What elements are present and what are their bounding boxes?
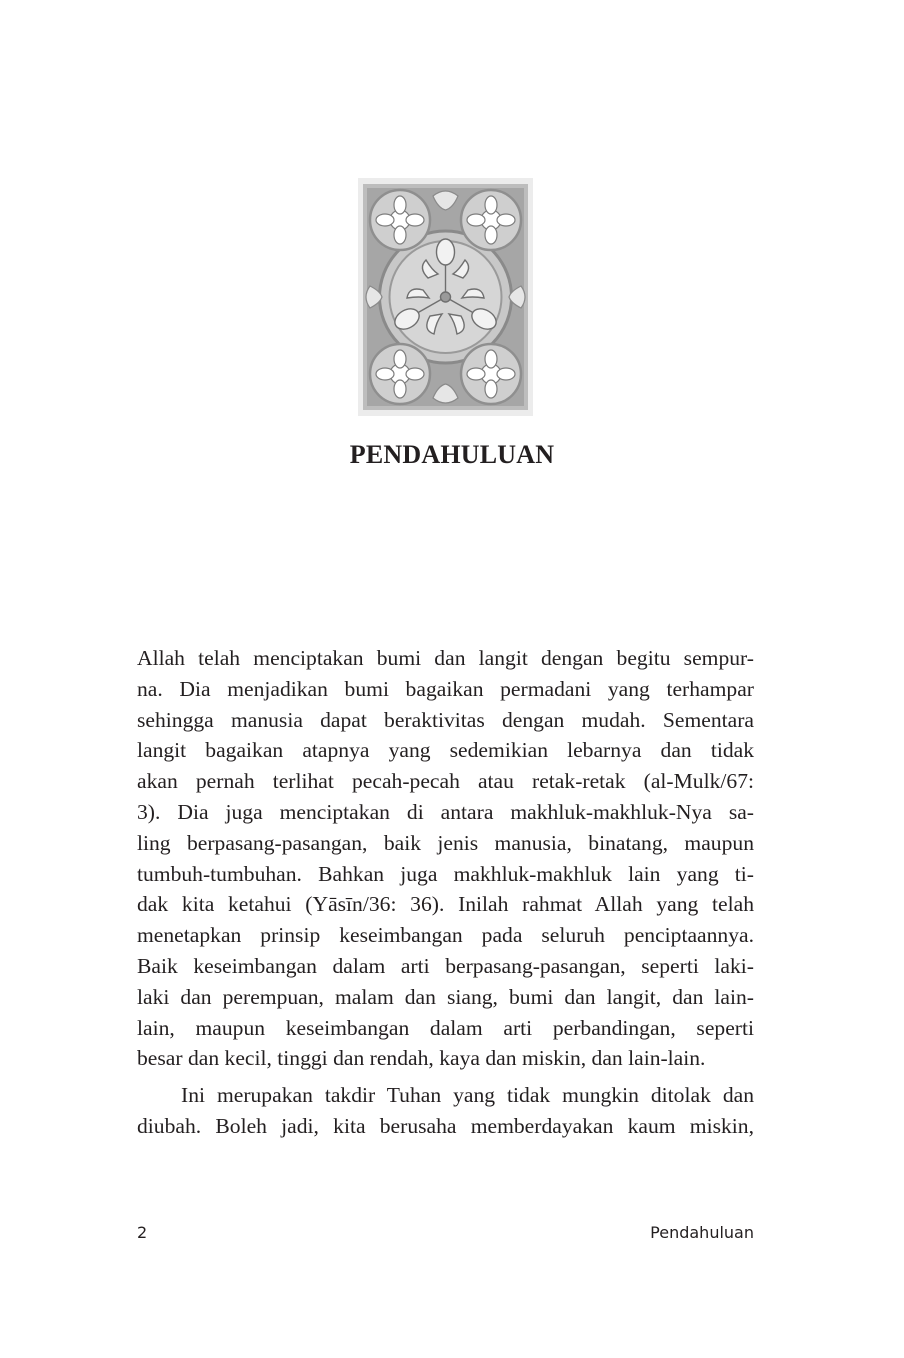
text-line: Ini merupakan takdir Tuhan yang tidak mungkin ditolak dan bbox=[181, 1083, 754, 1108]
chapter-title: PENDAHULUAN bbox=[349, 440, 555, 469]
text-line: sehingga manusia dapat beraktivitas dengan mudah. Sementara bbox=[137, 707, 754, 732]
text-line: menetapkan prinsip keseimbangan pada seluruh penciptaannya. bbox=[137, 923, 754, 948]
text-line: 3). Dia juga menciptakan di antara makhluk-makhluk-Nya sa- bbox=[137, 799, 754, 824]
running-title: Pendahuluan bbox=[650, 1223, 754, 1242]
text-line: ling berpasang-pasangan, baik jenis manusia, binatang, maupun bbox=[137, 830, 754, 855]
text-line: besar dan kecil, tinggi dan rendah, kaya dan miskin, dan lain-lain. bbox=[137, 1046, 706, 1071]
text-line: langit bagaikan atapnya yang sedemikian lebarnya dan tidak bbox=[137, 738, 754, 763]
text-line: na. Dia menjadikan bumi bagaikan permadani yang terhampar bbox=[137, 676, 754, 701]
paragraph bbox=[137, 1080, 754, 1142]
body-text bbox=[137, 643, 754, 1142]
text-line: lain, maupun keseimbangan dalam arti perbandingan, seperti bbox=[137, 1015, 754, 1040]
page-number: 2 bbox=[137, 1223, 148, 1242]
text-line: diubah. Boleh jadi, kita berusaha memberdayakan kaum miskin, bbox=[137, 1113, 754, 1138]
text-line: tumbuh-tumbuhan. Bahkan juga makhluk-makhluk lain yang ti- bbox=[137, 861, 754, 886]
text-line: Baik keseimbangan dalam arti berpasang-pasangan, seperti laki- bbox=[137, 953, 754, 978]
paragraph bbox=[137, 643, 754, 1074]
text-line: laki dan perempuan, malam dan siang, bumi dan langit, dan lain- bbox=[137, 984, 754, 1009]
floral-ornament-icon bbox=[358, 178, 533, 416]
text-line: Allah telah menciptakan bumi dan langit dengan begitu sempur- bbox=[137, 646, 754, 670]
text-line: dak kita ketahui (Yāsīn/36: 36). Inilah rahmat Allah yang telah bbox=[137, 892, 754, 917]
text-line: akan pernah terlihat pecah-pecah atau retak-retak (al-Mulk/67: bbox=[137, 769, 754, 794]
chapter-ornament bbox=[358, 178, 533, 416]
